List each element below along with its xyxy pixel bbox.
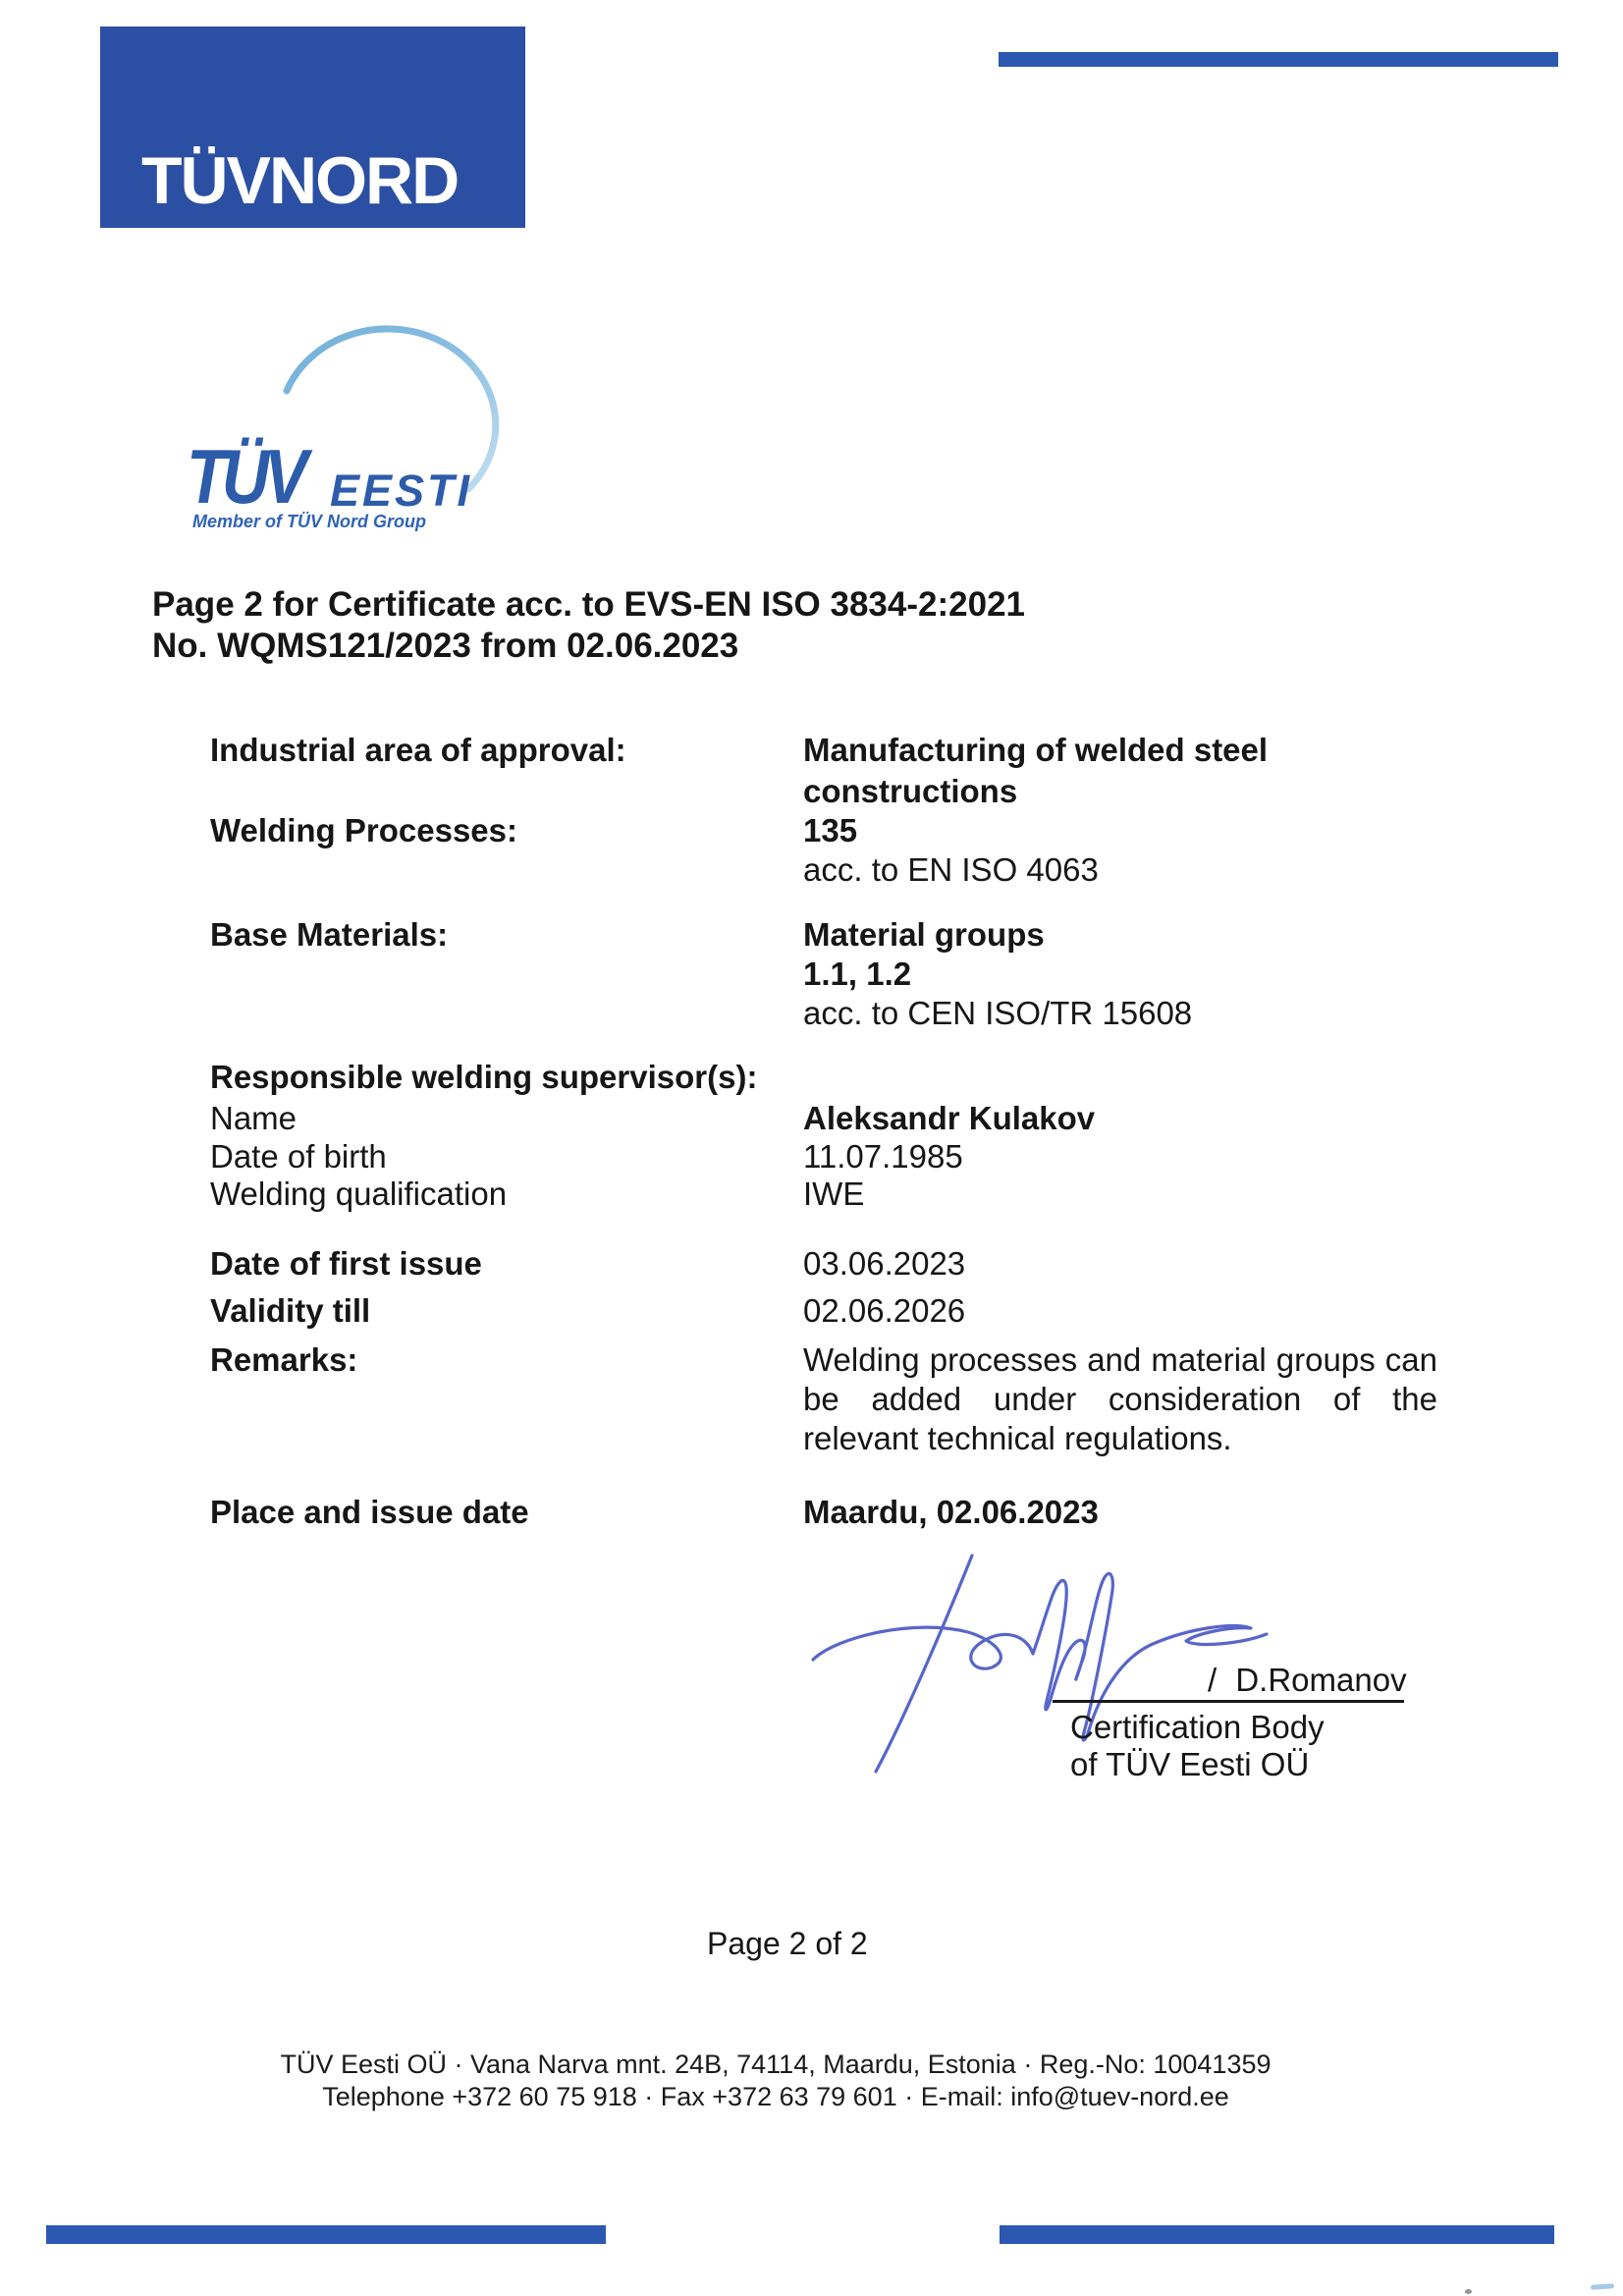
- scan-artifact-dash: [1591, 2283, 1614, 2290]
- remarks-line-2: be added under consideration of the: [803, 1381, 1437, 1417]
- label-date-of-first-issue: Date of first issue: [210, 1245, 482, 1282]
- value-validity-till: 02.06.2026: [803, 1292, 966, 1329]
- certificate-header: [152, 584, 1025, 667]
- remarks-line-3: relevant technical regulations.: [803, 1420, 1232, 1456]
- top-right-blue-bar: [999, 52, 1558, 67]
- signature-underline: [1053, 1700, 1404, 1703]
- heading-supervisors: Responsible welding supervisor(s):: [210, 1059, 758, 1095]
- scan-artifact-dot: [1465, 2289, 1472, 2294]
- value-welding-qualification: IWE: [803, 1175, 865, 1212]
- note-base-materials: acc. to CEN ISO/TR 15608: [803, 995, 1193, 1031]
- value-name: Aleksandr Kulakov: [803, 1100, 1096, 1136]
- tuv-eesti-logo-name: EESTI: [330, 465, 473, 516]
- value-base-materials-1: Material groups: [803, 916, 1045, 953]
- label-welding-processes: Welding Processes:: [210, 812, 518, 848]
- header-line-1: Page 2 for Certificate acc. to EVS-EN ISO 3834-2:2021: [152, 585, 1025, 624]
- certification-body-line-2: of TÜV Eesti OÜ: [1070, 1746, 1310, 1782]
- bottom-left-blue-bar: [46, 2225, 606, 2244]
- remarks-line-1: Welding processes and material groups can: [803, 1341, 1437, 1378]
- footer-contacts: Telephone +372 60 75 918 · Fax +372 63 79 601 · E-mail: info@tuev-nord.ee: [322, 2082, 1229, 2111]
- header-line-2: No. WQMS121/2023 from 02.06.2023: [152, 627, 739, 665]
- label-remarks: Remarks:: [210, 1341, 358, 1378]
- label-place-and-issue-date: Place and issue date: [210, 1494, 529, 1530]
- page-indicator: Page 2 of 2: [707, 1926, 868, 1961]
- value-welding-processes: 135: [803, 812, 858, 848]
- bottom-right-blue-bar: [1000, 2225, 1554, 2244]
- label-welding-qualification: Welding qualification: [210, 1175, 508, 1212]
- value-base-materials-2: 1.1, 1.2: [803, 956, 912, 992]
- note-welding-processes: acc. to EN ISO 4063: [803, 851, 1099, 888]
- value-industrial-area-2: constructions: [803, 773, 1018, 809]
- footer: [0, 2049, 1551, 2113]
- label-date-of-birth: Date of birth: [210, 1138, 387, 1175]
- tuv-eesti-member-line: Member of TÜV Nord Group: [192, 512, 426, 531]
- tuv-nord-logo-text: TÜVNORD: [141, 143, 459, 218]
- value-place-and-issue-date: Maardu, 02.06.2023: [803, 1494, 1099, 1530]
- value-date-of-birth: 11.07.1985: [803, 1138, 963, 1175]
- label-base-materials: Base Materials:: [210, 916, 449, 953]
- footer-address: TÜV Eesti OÜ · Vana Narva mnt. 24B, 74114, Maardu, Estonia · Reg.-No: 10041359: [280, 2050, 1271, 2079]
- label-validity-till: Validity till: [210, 1292, 371, 1329]
- tuv-eesti-logo-tuv: TÜV: [187, 433, 303, 519]
- label-name: Name: [210, 1100, 298, 1136]
- value-industrial-area-1: Manufacturing of welded steel: [803, 732, 1269, 768]
- certification-body-line-1: Certification Body: [1070, 1709, 1325, 1745]
- value-date-of-first-issue: 03.06.2023: [803, 1245, 966, 1282]
- label-industrial-area: Industrial area of approval:: [210, 732, 626, 768]
- signer-name: / D.Romanov: [1208, 1662, 1407, 1698]
- tuv-nord-logo: [100, 27, 525, 228]
